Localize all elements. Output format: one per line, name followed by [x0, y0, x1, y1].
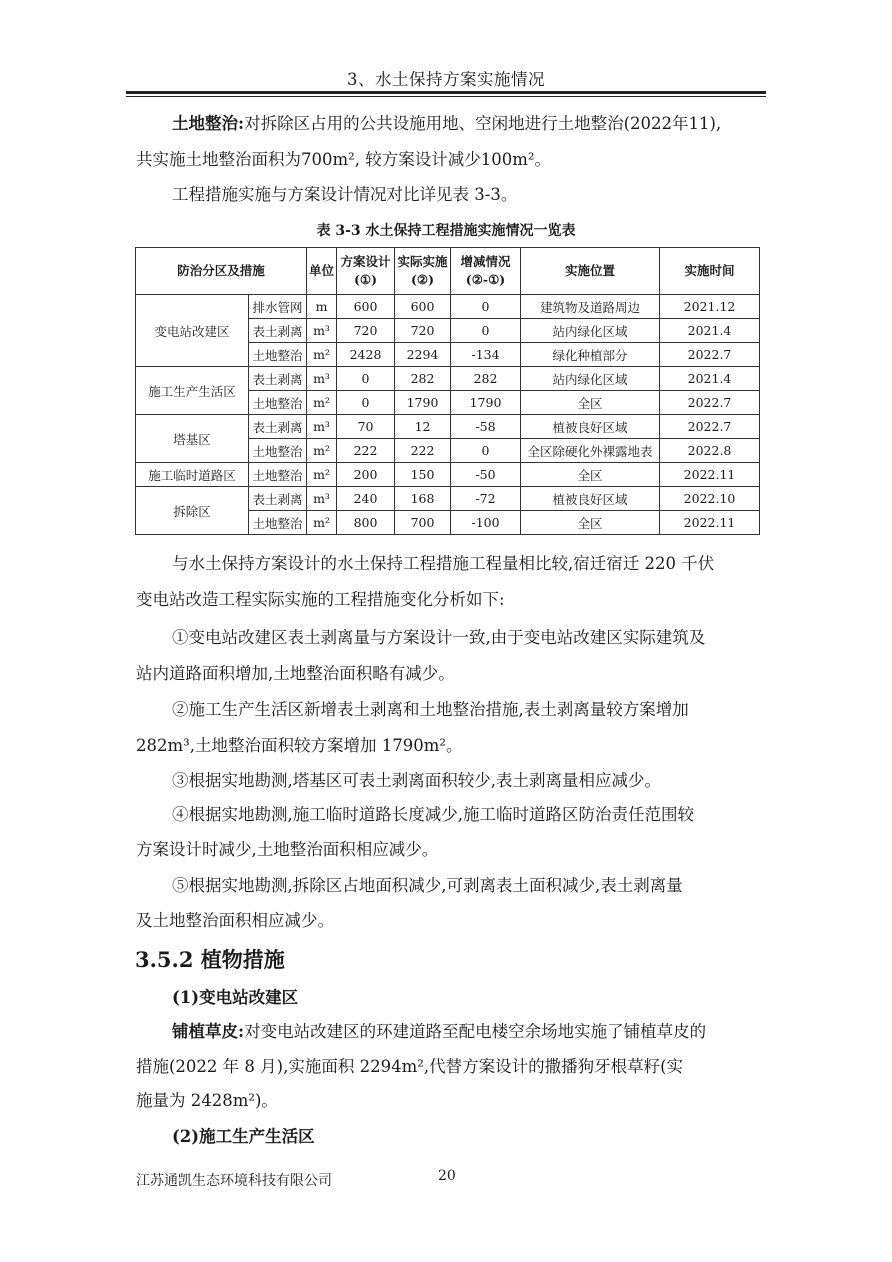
change-cell: 0 — [451, 319, 521, 343]
change-cell: -134 — [451, 343, 521, 367]
design-cell: 240 — [337, 487, 395, 511]
change-cell: -58 — [451, 415, 521, 439]
design-cell: 200 — [337, 463, 395, 487]
change-cell: -100 — [451, 511, 521, 535]
zone-cell: 施工生产生活区 — [136, 367, 249, 415]
design-cell: 600 — [337, 295, 395, 319]
design-cell: 70 — [337, 415, 395, 439]
time-cell: 2021.4 — [660, 319, 760, 343]
col-header-unit: 单位 — [307, 248, 337, 295]
analysis-item4-line2: 方案设计时减少,土地整治面积相应减少。 — [136, 840, 439, 859]
actual-cell: 720 — [395, 319, 451, 343]
para1-line2: 共实施土地整治面积为700m², 较方案设计减少100m²。 — [136, 150, 551, 169]
analysis-item5-line1: ⑤根据实地勘测,拆除区占地面积减少,可剥离表土面积减少,表土剥离量 — [172, 876, 683, 895]
time-cell: 2022.7 — [660, 391, 760, 415]
unit-cell: m³ — [307, 319, 337, 343]
analysis-item2-line1: ②施工生产生活区新增表土剥离和土地整治措施,表土剥离量较方案增加 — [172, 700, 689, 719]
measure-cell: 土地整治 — [249, 511, 307, 535]
measure-cell: 土地整治 — [249, 343, 307, 367]
actual-cell: 222 — [395, 439, 451, 463]
analysis-item1-line1: ①变电站改建区表土剥离量与方案设计一致,由于变电站改建区实际建筑及 — [172, 628, 706, 647]
location-cell: 全区 — [521, 511, 660, 535]
zone-cell: 拆除区 — [136, 487, 249, 535]
time-cell: 2022.11 — [660, 463, 760, 487]
unit-cell: m² — [307, 391, 337, 415]
zone-cell: 变电站改建区 — [136, 295, 249, 367]
time-cell: 2022.8 — [660, 439, 760, 463]
actual-cell: 168 — [395, 487, 451, 511]
design-cell: 2428 — [337, 343, 395, 367]
design-cell: 222 — [337, 439, 395, 463]
subsection-2-heading: (2)施工生产生活区 — [172, 1127, 315, 1146]
change-cell: 0 — [451, 439, 521, 463]
location-cell: 全区除硬化外裸露地表 — [521, 439, 660, 463]
page-number: 20 — [438, 1168, 456, 1184]
section-heading: 3.5.2 植物措施 — [135, 947, 285, 972]
location-cell: 站内绿化区域 — [521, 319, 660, 343]
unit-cell: m² — [307, 463, 337, 487]
analysis-item5-line2: 及土地整治面积相应减少。 — [136, 911, 334, 930]
col-header-time: 实施时间 — [660, 248, 760, 295]
time-cell: 2021.4 — [660, 367, 760, 391]
actual-cell: 12 — [395, 415, 451, 439]
change-cell: 1790 — [451, 391, 521, 415]
zone-cell: 塔基区 — [136, 415, 249, 463]
para2: 工程措施实施与方案设计情况对比详见表 3-3。 — [172, 185, 518, 204]
section-para-label: 铺植草皮: — [172, 1022, 245, 1041]
table-header-row — [136, 248, 760, 295]
time-cell: 2022.10 — [660, 487, 760, 511]
analysis-item2-line2: 282m³,土地整治面积较方案增加 1790m²。 — [136, 736, 463, 755]
col-header-design: 方案设计 (①) — [337, 248, 395, 295]
actual-cell: 2294 — [395, 343, 451, 367]
table-caption: 表 3-3 水土保持工程措施实施情况一览表 — [316, 223, 576, 239]
measure-cell: 土地整治 — [249, 463, 307, 487]
change-cell: 282 — [451, 367, 521, 391]
unit-cell: m³ — [307, 415, 337, 439]
design-cell: 0 — [337, 367, 395, 391]
unit-cell: m³ — [307, 367, 337, 391]
col-header-actual: 实际实施 (②) — [395, 248, 451, 295]
unit-cell: m² — [307, 343, 337, 367]
change-cell: -72 — [451, 487, 521, 511]
analysis-item3: ③根据实地勘测,塔基区可表土剥离面积较少,表土剥离量相应减少。 — [172, 771, 661, 790]
footer-company: 江苏通凯生态环境科技有限公司 — [136, 1173, 332, 1189]
unit-cell: m³ — [307, 487, 337, 511]
change-cell: -50 — [451, 463, 521, 487]
time-cell: 2022.7 — [660, 343, 760, 367]
table-row — [136, 367, 760, 391]
analysis-item4-line1: ④根据实地勘测,施工临时道路长度减少,施工临时道路区防治责任范围较 — [172, 805, 694, 824]
unit-cell: m² — [307, 439, 337, 463]
location-cell: 站内绿化区域 — [521, 367, 660, 391]
measure-cell: 表土剥离 — [249, 487, 307, 511]
col-header-location: 实施位置 — [521, 248, 660, 295]
unit-cell: m — [307, 295, 337, 319]
location-cell: 绿化种植部分 — [521, 343, 660, 367]
table-row — [136, 463, 760, 487]
measure-cell: 表土剥离 — [249, 319, 307, 343]
para1-label: 土地整治: — [172, 114, 245, 133]
measures-table — [135, 247, 760, 535]
actual-cell: 600 — [395, 295, 451, 319]
location-cell: 植被良好区域 — [521, 487, 660, 511]
running-header: 3、水土保持方案实施情况 — [347, 70, 545, 89]
measure-cell: 土地整治 — [249, 439, 307, 463]
location-cell: 植被良好区域 — [521, 415, 660, 439]
time-cell: 2021.12 — [660, 295, 760, 319]
unit-cell: m² — [307, 511, 337, 535]
subsection-1-heading: (1)变电站改建区 — [172, 988, 299, 1007]
analysis-intro-line1: 与水土保持方案设计的水土保持工程措施工程量相比较,宿迁宿迁 220 千伏 — [172, 554, 715, 573]
table-row — [136, 487, 760, 511]
time-cell: 2022.7 — [660, 415, 760, 439]
design-cell: 720 — [337, 319, 395, 343]
para1-line1: 土地整治:对拆除区占用的公共设施用地、空闲地进行土地整治(2022年11), — [172, 114, 722, 133]
section-para-line1: 铺植草皮:对变电站改建区的环建道路至配电楼空余场地实施了铺植草皮的 — [172, 1022, 707, 1041]
actual-cell: 700 — [395, 511, 451, 535]
analysis-intro-line2: 变电站改造工程实际实施的工程措施变化分析如下: — [136, 590, 505, 609]
section-para-line3: 施量为 2428m²)。 — [136, 1091, 278, 1110]
col-header-change: 增减情况 (②-①) — [451, 248, 521, 295]
change-cell: 0 — [451, 295, 521, 319]
location-cell: 全区 — [521, 463, 660, 487]
location-cell: 全区 — [521, 391, 660, 415]
design-cell: 800 — [337, 511, 395, 535]
measure-cell: 表土剥离 — [249, 367, 307, 391]
actual-cell: 150 — [395, 463, 451, 487]
zone-cell: 施工临时道路区 — [136, 463, 249, 487]
design-cell: 0 — [337, 391, 395, 415]
location-cell: 建筑物及道路周边 — [521, 295, 660, 319]
header-rule-thin — [126, 96, 766, 97]
table-row — [136, 295, 760, 319]
measure-cell: 表土剥离 — [249, 415, 307, 439]
col-header-zone: 防治分区及措施 — [136, 248, 307, 295]
actual-cell: 282 — [395, 367, 451, 391]
measure-cell: 排水管网 — [249, 295, 307, 319]
analysis-item1-line2: 站内道路面积增加,土地整治面积略有减少。 — [136, 664, 455, 683]
time-cell: 2022.11 — [660, 511, 760, 535]
table-row — [136, 415, 760, 439]
section-para-line2: 措施(2022 年 8 月),实施面积 2294m²,代替方案设计的撒播狗牙根草籽(实 — [136, 1057, 684, 1076]
measure-cell: 土地整治 — [249, 391, 307, 415]
actual-cell: 1790 — [395, 391, 451, 415]
header-rule-thick — [126, 91, 766, 94]
